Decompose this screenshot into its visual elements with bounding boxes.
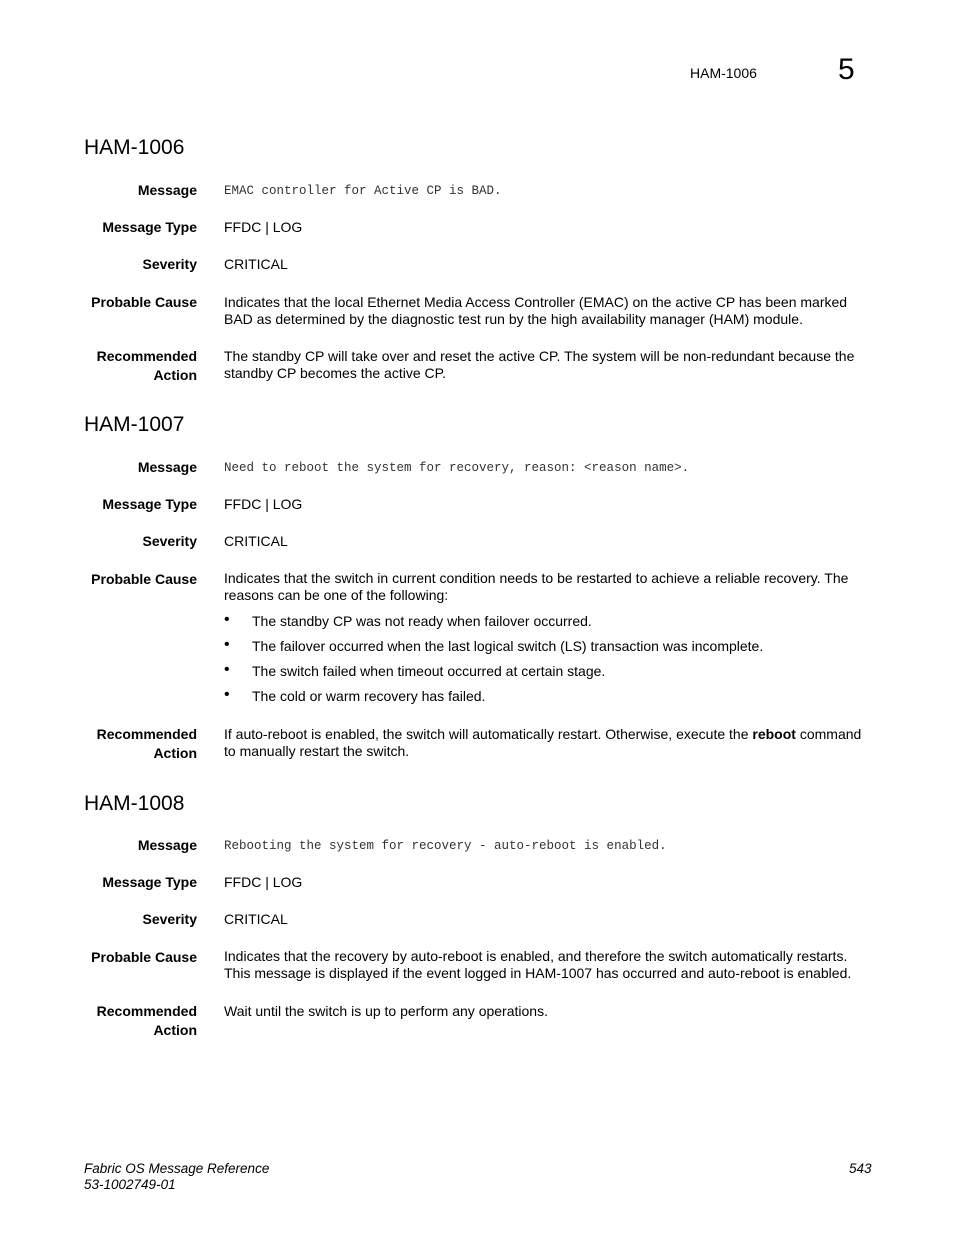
recommended-action-text — [224, 726, 869, 760]
list-item — [224, 638, 869, 663]
severity-value: CRITICAL — [224, 533, 288, 549]
footer-page-number: 543 — [849, 1161, 872, 1176]
message-text: EMAC controller for Active CP is BAD. — [224, 184, 502, 198]
probable-cause-text: Indicates that the local Ethernet Media Access Controller (EMAC) on the active CP has been marked BAD as determined by the diagnostic test run by the high availability manager (HAM) module. — [224, 294, 848, 327]
recommended-label-line1: Recommended — [96, 1003, 197, 1019]
footer-doc-title: Fabric OS Message Reference — [84, 1161, 270, 1176]
list-item-text: The failover occurred when the last logical switch (LS) transaction was incomplete. — [252, 638, 764, 654]
recommended-label-line2: Action — [153, 367, 197, 383]
message-type-value: FFDC | LOG — [224, 496, 303, 512]
section-title: HAM-1006 — [84, 136, 185, 159]
probable-cause-text: Indicates that the switch in current condition needs to be restarted to achieve a reliable recovery. The reasons can be one of the following: — [224, 570, 849, 603]
list-item — [224, 663, 869, 688]
recommended-label-line1: Recommended — [96, 726, 197, 742]
severity-value: CRITICAL — [224, 256, 288, 272]
recommended-label-line2: Action — [153, 1022, 197, 1038]
message-type-value: FFDC | LOG — [224, 874, 303, 890]
severity-value: CRITICAL — [224, 911, 288, 927]
bullet-icon: • — [224, 686, 230, 703]
bullet-icon: • — [224, 611, 230, 628]
bullet-icon: • — [224, 661, 230, 678]
list-item-text: The standby CP was not ready when failover occurred. — [252, 613, 592, 629]
recommended-label-line2: Action — [153, 745, 197, 761]
severity-label: Severity — [142, 911, 197, 927]
message-text: Rebooting the system for recovery - auto-reboot is enabled. — [224, 839, 667, 853]
footer-doc-info — [84, 1161, 269, 1193]
section-title: HAM-1007 — [84, 413, 185, 436]
probable-cause-label: Probable Cause — [91, 949, 197, 965]
recommended-action-text: Wait until the switch is up to perform any operations. — [224, 1003, 548, 1019]
action-text-pre: If auto-reboot is enabled, the switch will automatically restart. Otherwise, execute the — [224, 726, 753, 742]
reboot-command: reboot — [752, 726, 796, 742]
recommended-action-text: The standby CP will take over and reset the active CP. The system will be non-redundant because the standby CP becomes the active CP. — [224, 348, 855, 381]
severity-label: Severity — [142, 533, 197, 549]
footer-doc-number: 53-1002749-01 — [84, 1177, 176, 1192]
recommended-action-label — [60, 725, 197, 763]
message-label: Message — [137, 837, 197, 853]
probable-cause-label: Probable Cause — [91, 294, 197, 310]
list-item — [224, 613, 869, 638]
recommended-action-label — [60, 347, 197, 385]
recommended-action-label — [60, 1002, 197, 1040]
list-item-text: The switch failed when timeout occurred at certain stage. — [252, 663, 606, 679]
message-text: Need to reboot the system for recovery, reason: <reason name>. — [224, 461, 690, 475]
recommended-label-line1: Recommended — [96, 348, 197, 364]
message-label: Message — [137, 182, 197, 198]
message-type-label: Message Type — [102, 496, 197, 512]
probable-cause-label: Probable Cause — [91, 571, 197, 587]
probable-cause-text: Indicates that the recovery by auto-reboot is enabled, and therefore the switch automatically restarts. This message is displayed if the event logged in HAM-1007 has occurred and auto-reboot is enabled. — [224, 948, 852, 981]
severity-label: Severity — [142, 256, 197, 272]
message-type-label: Message Type — [102, 219, 197, 235]
list-item-text: The cold or warm recovery has failed. — [252, 688, 486, 704]
message-label: Message — [137, 459, 197, 475]
reason-list — [224, 613, 869, 713]
message-type-label: Message Type — [102, 874, 197, 890]
bullet-icon: • — [224, 636, 230, 653]
list-item — [224, 688, 869, 713]
section-title: HAM-1008 — [84, 792, 185, 815]
action-text-post: command to manually restart the switch. — [224, 726, 862, 759]
chapter-number: 5 — [838, 53, 855, 86]
running-header-title: HAM-1006 — [690, 65, 757, 81]
message-type-value: FFDC | LOG — [224, 219, 303, 235]
